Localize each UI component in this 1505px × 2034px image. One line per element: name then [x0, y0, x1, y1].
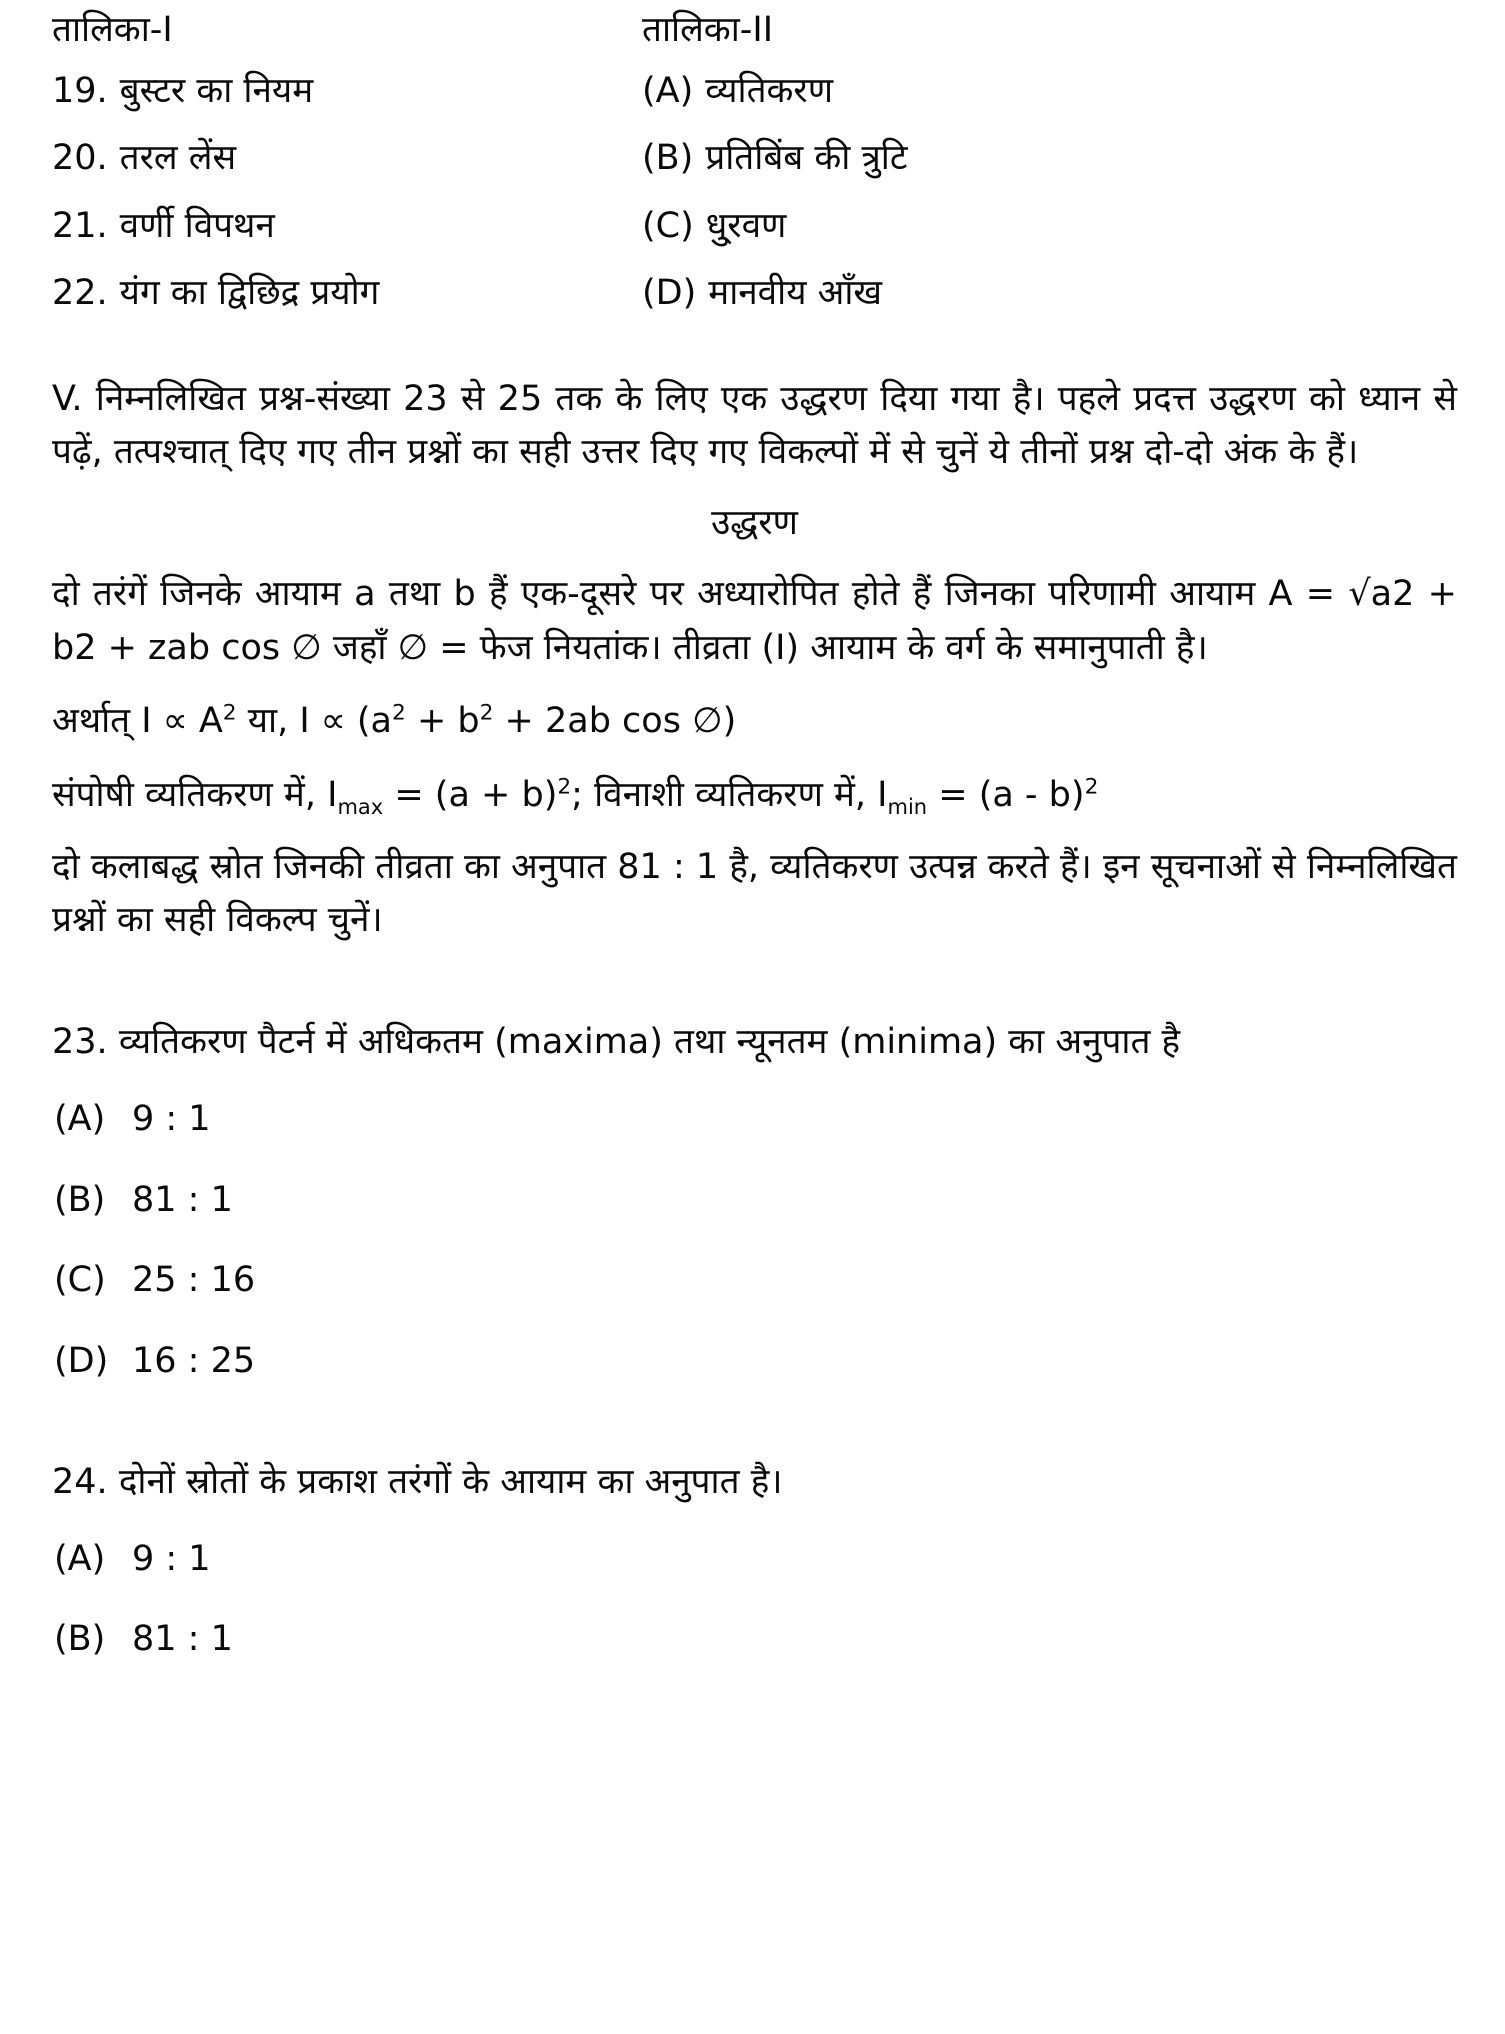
match-left-item-20 — [52, 136, 642, 204]
passage-paragraph-1: दो तरंगें जिनके आयाम a तथा b हैं एक-दूसरे पर अध्यारोपित होते हैं जिनका परिणामी आयाम A = √a2 + b2 + zab cos ∅ जहाँ ∅ = फेज नियतांक। तीव्रता (I) आयाम के वर्ग के समानुपाती है। — [52, 574, 1457, 668]
option-label: (A) — [54, 1098, 106, 1139]
subscript-max: max — [337, 794, 384, 819]
option-label: (B) — [642, 138, 694, 179]
item-number: 19. — [52, 70, 108, 111]
option-text: 9 : 1 — [132, 1538, 211, 1579]
table-heading-right: तालिका-II — [642, 10, 774, 50]
formula-part-3: ; विनाशी व्यतिकरण में, I — [571, 774, 888, 815]
table-row — [52, 271, 1457, 339]
item-text: यंग का द्विछिद्र प्रयोग — [119, 273, 380, 314]
item-text: बुस्टर का नियम — [119, 70, 314, 111]
question-number: 23. — [52, 1022, 108, 1063]
question-24-option-b[interactable] — [54, 1614, 1457, 1665]
question-text: व्यतिकरण पैटर्न में अधिकतम (maxima) तथा न्यूनतम (minima) का अनुपात है — [118, 1022, 1181, 1063]
match-right-item-c — [642, 204, 1457, 272]
table-row — [52, 69, 1457, 137]
option-text: 16 : 25 — [132, 1341, 256, 1382]
option-text: 81 : 1 — [132, 1619, 233, 1660]
match-left-item-21 — [52, 204, 642, 272]
option-text: धु्रवण — [705, 205, 787, 246]
matching-table — [52, 8, 1457, 339]
formula-imax-imin — [52, 767, 1457, 823]
formula-suffix: + 2ab cos ∅) — [493, 700, 737, 741]
passage-paragraph-2: दो कलाबद्ध स्रोत जिनकी तीव्रता का अनुपात 81 : 1 है, व्यतिकरण उत्पन्न करते हैं। इन सूचनाओं से निम्नलिखित प्रश्नों का सही विकल्प चुनें। — [52, 846, 1457, 940]
table-heading-left: तालिका-I — [52, 10, 173, 50]
option-text: 81 : 1 — [132, 1179, 233, 1220]
formula-part-4: = (a - b) — [927, 774, 1085, 815]
exponent: 2 — [392, 700, 406, 726]
question-24-option-a[interactable] — [54, 1534, 1457, 1585]
option-label: (D) — [642, 273, 697, 314]
option-label: (B) — [54, 1619, 106, 1660]
item-number: 20. — [52, 138, 108, 179]
match-right-item-b — [642, 136, 1457, 204]
item-number: 21. — [52, 205, 108, 246]
formula-mid: या, I ∝ (a — [236, 700, 392, 741]
item-text: वर्णी विपथन — [119, 205, 275, 246]
option-text: 9 : 1 — [132, 1098, 211, 1139]
exponent: 2 — [222, 700, 237, 726]
option-label: (D) — [54, 1341, 109, 1382]
formula-part-2: = (a + b) — [383, 774, 558, 815]
option-label: (C) — [54, 1260, 106, 1301]
table-header-row — [52, 8, 1457, 69]
question-24 — [52, 1457, 1457, 1508]
subscript-min: min — [887, 794, 928, 819]
option-label: (B) — [54, 1179, 106, 1220]
item-number: 22. — [52, 273, 108, 314]
passage-heading: उद्धरण — [711, 503, 798, 544]
option-label: (C) — [642, 205, 694, 246]
item-text: तरल लेंस — [119, 138, 237, 179]
match-right-item-d — [642, 271, 1457, 339]
match-left-item-22 — [52, 271, 642, 339]
question-23-option-b[interactable] — [54, 1175, 1457, 1226]
table-row — [52, 204, 1457, 272]
question-text: दोनों स्रोतों के प्रकाश तरंगों के आयाम का अनुपात है। — [118, 1461, 783, 1502]
question-23 — [52, 1017, 1457, 1068]
section-v-instructions: V. निम्नलिखित प्रश्न-संख्या 23 से 25 तक के लिए एक उद्धरण दिया गया है। पहले प्रदत्त उद्धरण को ध्यान से पढ़ें, तत्पश्चात् दिए गए तीन प्रश्नों का सही उत्तर दिए गए विकल्पों में से चुनें ये तीनों प्रश्न दो-दो अंक के हैं। — [52, 378, 1457, 472]
formula-prefix: अर्थात् I ∝ A — [52, 700, 223, 741]
question-23-option-d[interactable] — [54, 1336, 1457, 1387]
option-label: (A) — [54, 1538, 106, 1579]
option-text: मानवीय आँख — [708, 273, 883, 314]
formula-mid2: + b — [405, 700, 480, 741]
option-label: (A) — [642, 70, 694, 111]
exponent: 2 — [557, 774, 572, 800]
match-right-item-a — [642, 69, 1457, 137]
exponent: 2 — [1084, 774, 1099, 800]
option-text: 25 : 16 — [132, 1260, 256, 1301]
match-left-item-19 — [52, 69, 642, 137]
formula-part-1: संपोषी व्यतिकरण में, I — [52, 774, 338, 815]
exponent: 2 — [479, 700, 494, 726]
question-23-option-c[interactable] — [54, 1255, 1457, 1306]
formula-intensity-proportionality — [52, 693, 1457, 749]
question-23-option-a[interactable] — [54, 1094, 1457, 1145]
question-number: 24. — [52, 1461, 108, 1502]
option-text: व्यतिकरण — [705, 70, 834, 111]
option-text: प्रतिबिंब की त्रुटि — [705, 138, 908, 179]
table-row — [52, 136, 1457, 204]
